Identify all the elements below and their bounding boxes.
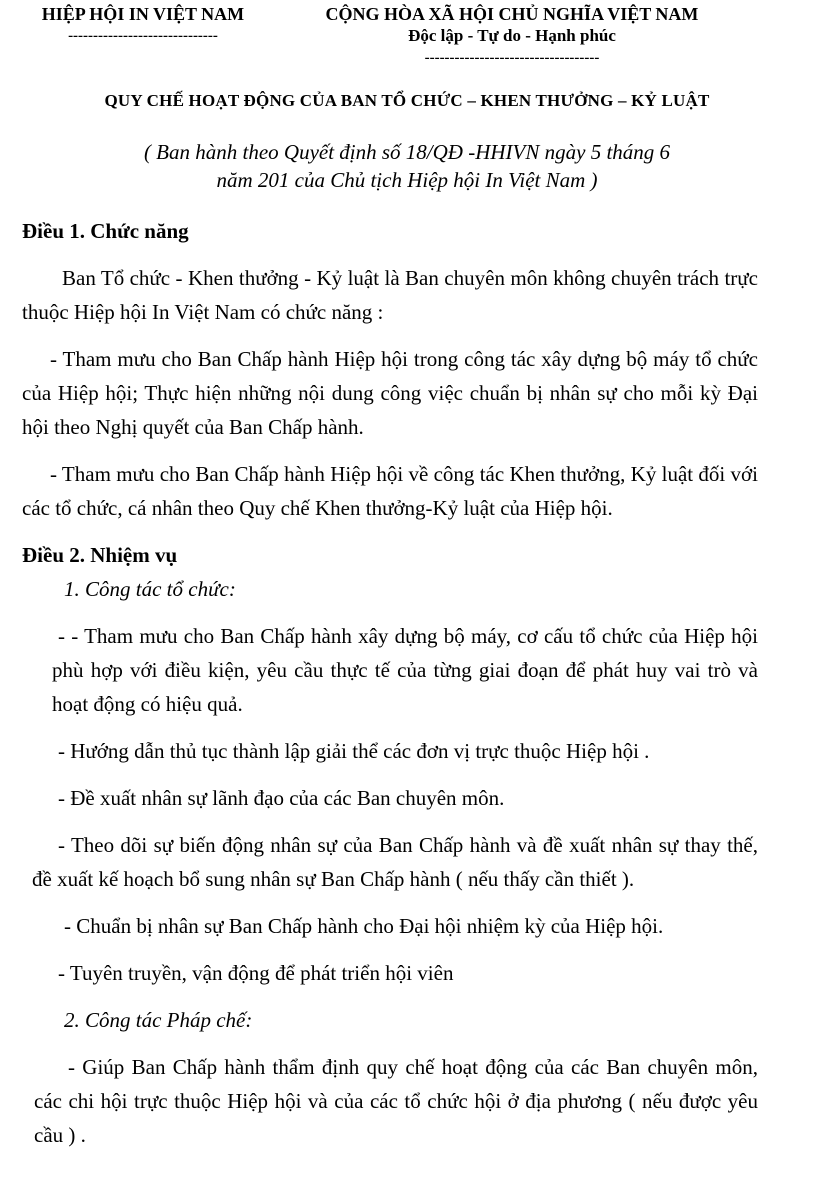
national-motto: Độc lập - Tự do - Hạnh phúc [408, 26, 616, 45]
motto-underline: ----------------------------------- [424, 50, 600, 66]
document-subtitle [0, 138, 814, 194]
section-1-item-6: - Tuyên truyền, vận động để phát triển hội viên [58, 961, 454, 985]
organization-name: HIỆP HỘI IN VIỆT NAM [41, 4, 245, 24]
section-1-item-4: - Theo dõi sự biến động nhân sự của Ban Chấp hành và đề xuất nhân sự thay thế, đề xuất kế hoạch bổ sung nhân sự Ban Chấp hành ( nếu thấy cần thiết ). [32, 833, 758, 891]
organization-underline: ------------------------------ [68, 28, 218, 44]
section-1-heading: 1. Công tác tổ chức: [64, 577, 236, 601]
section-2-heading: 2. Công tác Pháp chế: [64, 1008, 253, 1032]
section-1-item-2: - Hướng dẫn thủ tục thành lập giải thể các đơn vị trực thuộc Hiệp hội . [58, 739, 650, 763]
section-1-item-5: - Chuẩn bị nhân sự Ban Chấp hành cho Đại hội nhiệm kỳ của Hiệp hội. [64, 914, 664, 938]
article-1-intro: Ban Tổ chức - Khen thưởng - Kỷ luật là Ban chuyên môn không chuyên trách trực thuộc Hiệp hội In Việt Nam có chức năng : [22, 266, 758, 324]
document-body [22, 214, 758, 1152]
section-2-item-1: - Giúp Ban Chấp hành thẩm định quy chế hoạt động của các Ban chuyên môn, các chi hội trực thuộc Hiệp hội và của các tổ chức hội ở địa phương ( nếu được yêu cầu ) . [34, 1055, 758, 1147]
country-name: CỘNG HÒA XÃ HỘI CHỦ NGHĨA VIỆT NAM [325, 4, 699, 24]
section-1-item-1: - - Tham mưu cho Ban Chấp hành xây dựng bộ máy, cơ cấu tổ chức của Hiệp hội phù hợp với điều kiện, yêu cầu thực tế của từng giai đoạn để phát huy vai trò và hoạt động có hiệu quả. [52, 624, 758, 716]
document-title: QUY CHẾ HOẠT ĐỘNG CỦA BAN TỔ CHỨC – KHEN THƯỞNG – KỶ LUẬT [104, 91, 710, 110]
subtitle-line-2: năm 201 của Chủ tịch Hiệp hội In Việt Nam ) [216, 168, 598, 192]
header-organization [14, 3, 272, 47]
article-1-heading: Điều 1. Chức năng [22, 219, 189, 243]
article-2-heading: Điều 2. Nhiệm vụ [22, 543, 178, 567]
article-1-item-1: - Tham mưu cho Ban Chấp hành Hiệp hội trong công tác xây dựng bộ máy tổ chức của Hiệp hội; Thực hiện những nội dung công việc chuẩn bị nhân sự cho mỗi kỳ Đại hội theo Nghị quyết của Ban Chấp hành. [22, 347, 758, 439]
section-1-item-3: - Đề xuất nhân sự lãnh đạo của các Ban chuyên môn. [58, 786, 505, 810]
header-national [292, 3, 732, 69]
subtitle-line-1: ( Ban hành theo Quyết định số 18/QĐ -HHIVN ngày 5 tháng 6 [143, 140, 671, 164]
article-1-item-2: - Tham mưu cho Ban Chấp hành Hiệp hội về công tác Khen thưởng, Kỷ luật đối với các tổ chức, cá nhân theo Quy chế Khen thưởng-Kỷ luật của Hiệp hội. [22, 462, 758, 520]
